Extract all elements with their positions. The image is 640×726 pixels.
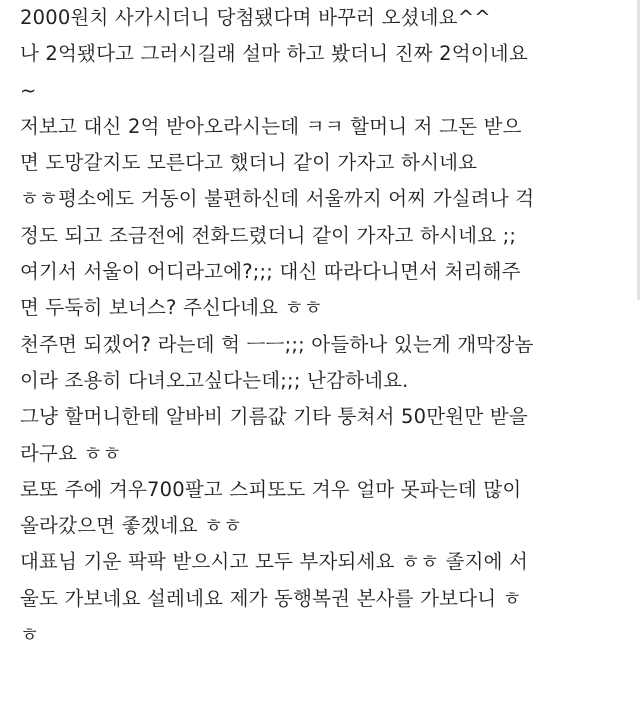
post-line: ~ <box>20 78 37 102</box>
post-line: 울도 가보네요 설레네요 제가 동행복권 본사를 가보다니 ㅎ <box>20 586 522 610</box>
post-line: 이라 조용히 다녀오고싶다는데;;; 난감하네요. <box>20 368 409 392</box>
post-line: 천주면 되겠어? 라는데 헉 ㅡㅡ;;; 아들하나 있는게 개막장놈 <box>20 332 534 356</box>
post-line: 라구요 ㅎㅎ <box>20 441 122 465</box>
post-line: 올라갔으면 좋겠네요 ㅎㅎ <box>20 514 243 538</box>
post-line: 면 두둑히 보너스? 주신다네요 ㅎㅎ <box>20 296 323 320</box>
post-line: 정도 되고 조금전에 전화드렸더니 같이 가자고 하시네요 ;; <box>20 223 517 247</box>
post-line: ㅎㅎ평소에도 거동이 불편하신데 서울까지 어찌 가실려나 걱 <box>20 187 535 211</box>
post-line: 여기서 서울이 어디라고에?;;; 대신 따라다니면서 처리해주 <box>20 260 521 284</box>
post-line: ㅎ <box>20 623 40 647</box>
post-line: 대표님 기운 팍팍 받으시고 모두 부자되세요 ㅎㅎ 졸지에 서 <box>20 550 529 574</box>
post-line: 그냥 할머니한테 알바비 기름값 기타 퉁쳐서 50만원만 받을 <box>20 405 528 429</box>
post-line: 저보고 대신 2억 받아오라시는데 ㅋㅋ 할머니 저 그돈 받으 <box>20 114 522 138</box>
vertical-scrollbar[interactable] <box>636 0 640 726</box>
post-line: 2000원치 사가시더니 당첨됐다며 바꾸러 오셨네요^^ <box>20 6 491 29</box>
post-line: 나 2억됐다고 그러시길래 설마 하고 봤더니 진짜 2억이네요 <box>20 42 528 66</box>
post-line: 면 도망갈지도 모른다고 했더니 같이 가자고 하시네요 <box>20 151 478 175</box>
post-line: 로또 주에 겨우700팔고 스피또도 겨우 얼마 못파는데 많이 <box>20 477 522 501</box>
